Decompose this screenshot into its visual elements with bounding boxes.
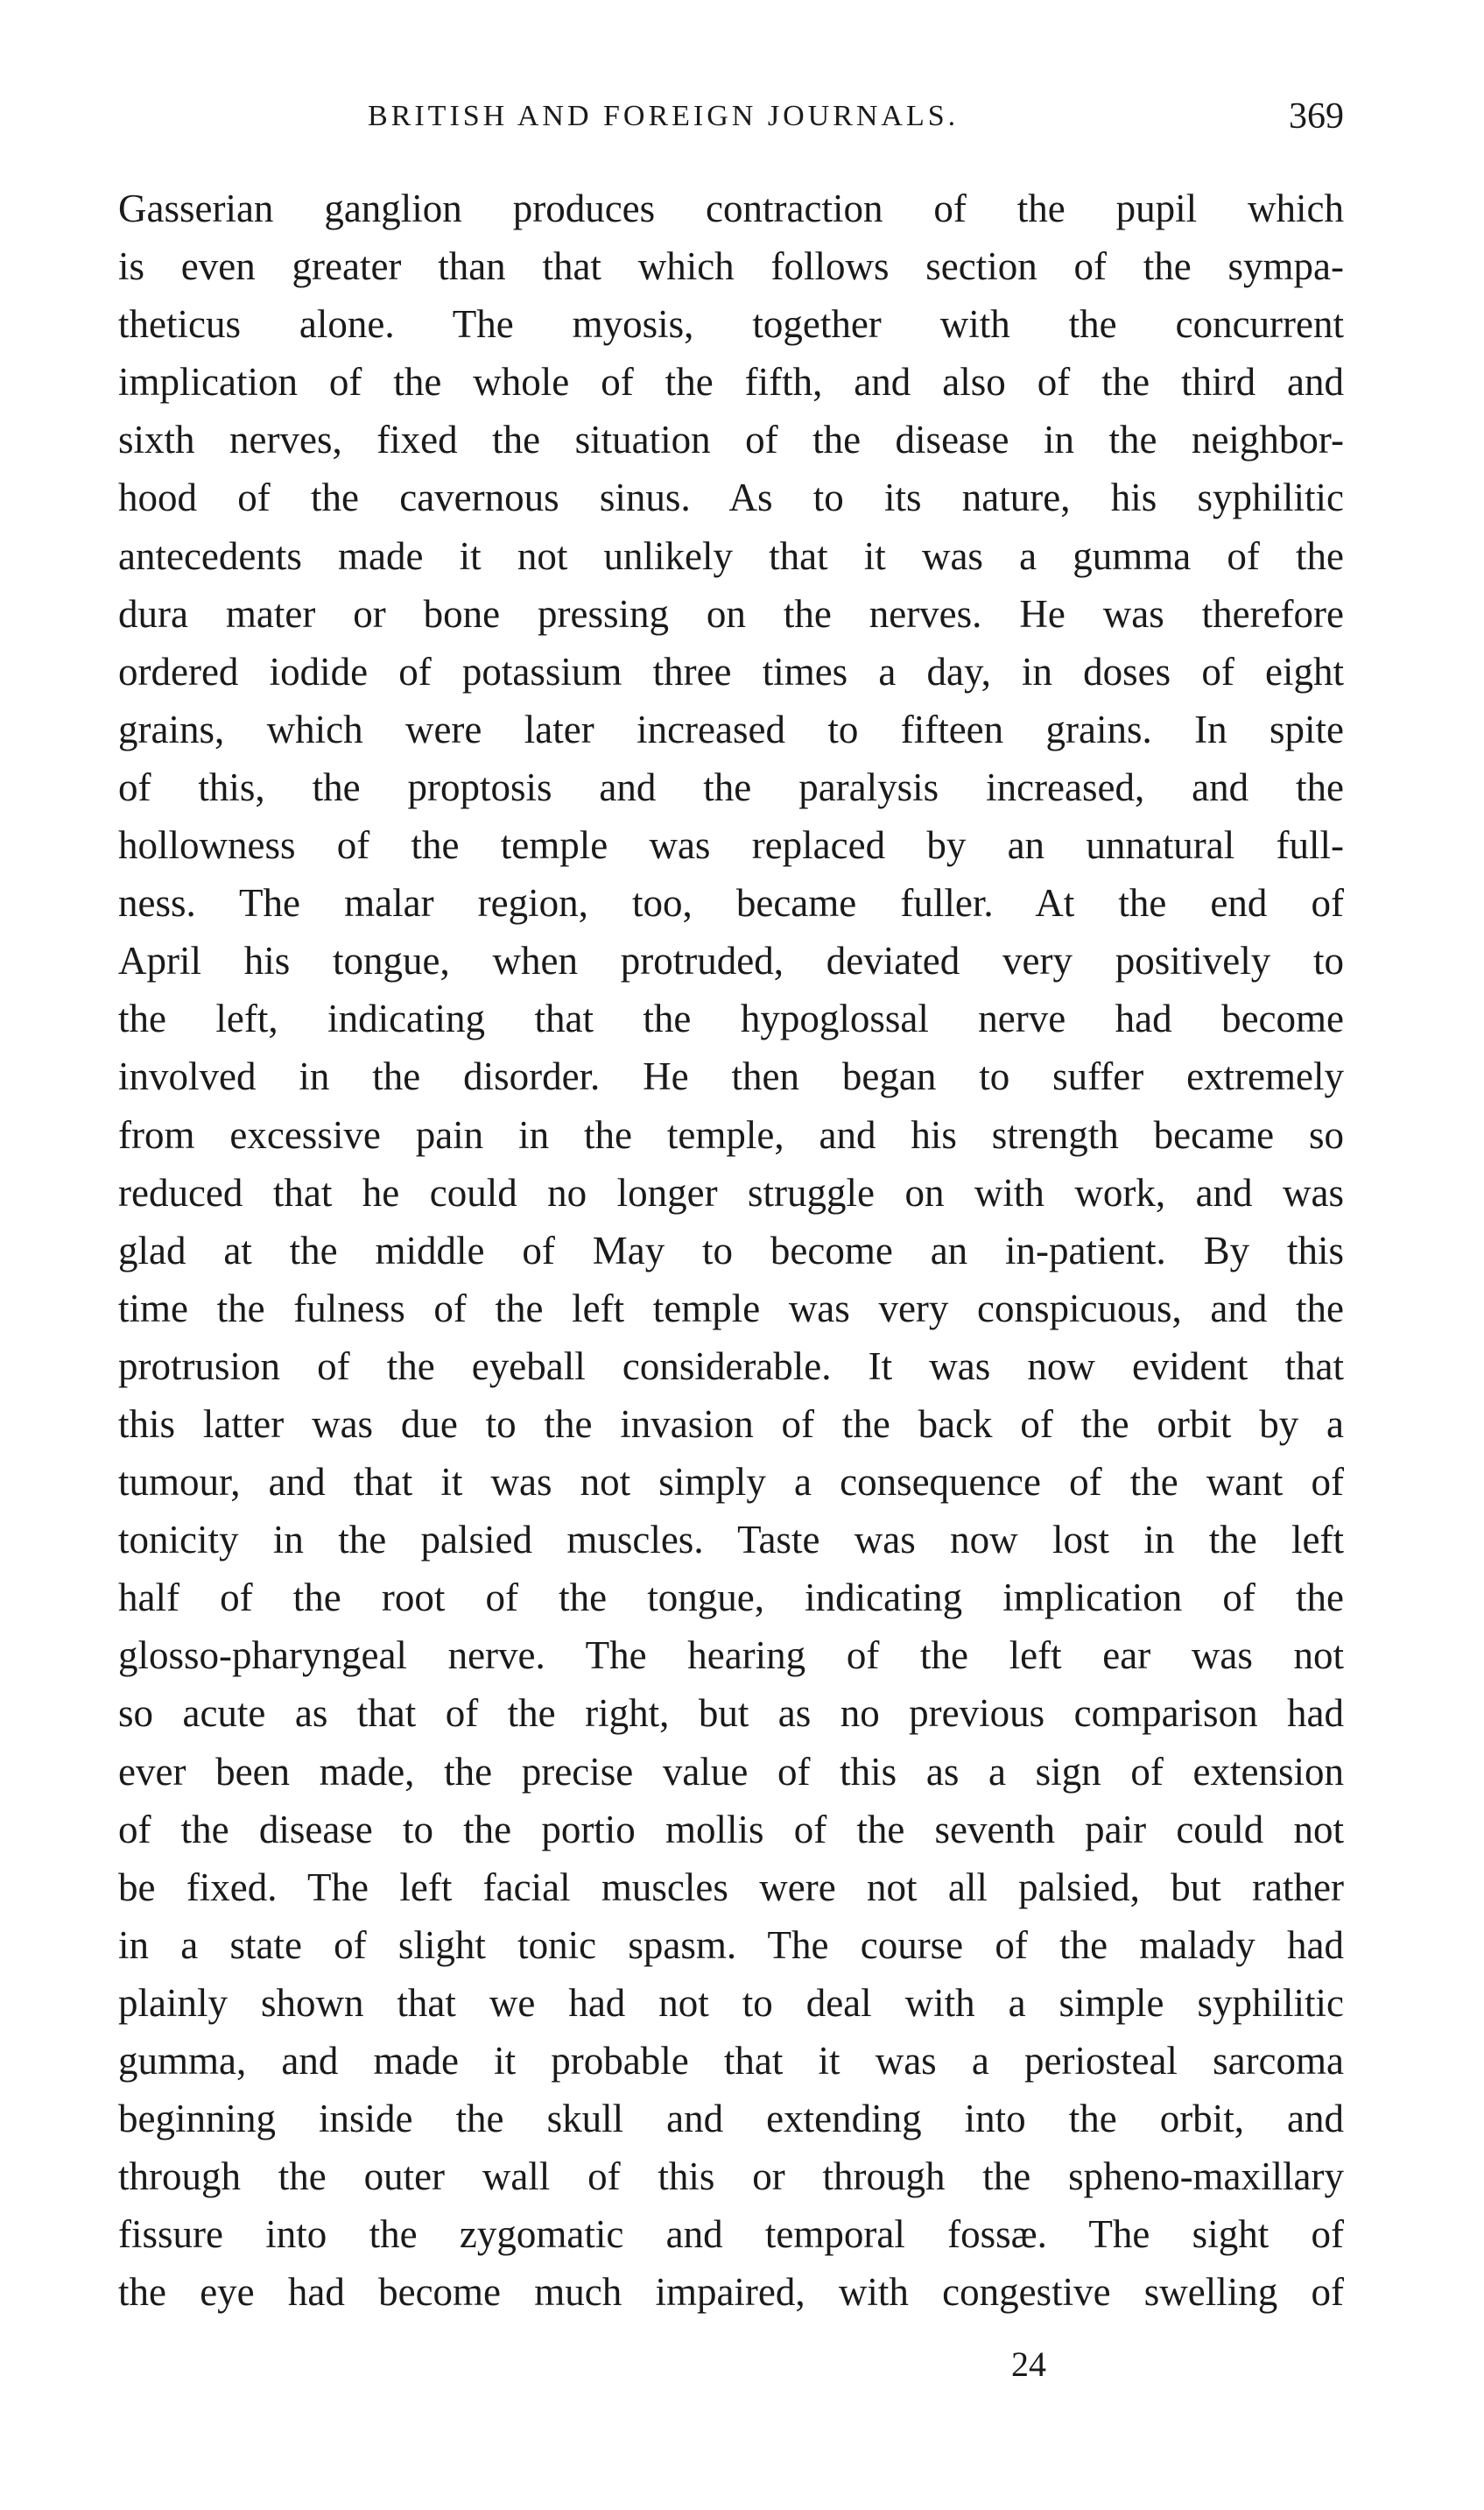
text-line: the eye had become much impaired, with congestive swelling of [118, 2270, 1344, 2315]
text-line: time the fulness of the left temple was very conspicuous, and the [118, 1286, 1344, 1330]
text-line: hood of the cavernous sinus. As to its nature, his syphilitic [118, 476, 1344, 520]
text-line: in a state of slight tonic spasm. The course of the malady had [118, 1922, 1344, 1967]
text-line: theticus alone. The myosis, together with the concurrent [118, 302, 1344, 347]
text-line: so acute as that of the right, but as no previous comparison had [118, 1691, 1344, 1736]
text-line: glosso-pharyngeal nerve. The hearing of the left ear was not [118, 1633, 1344, 1678]
text-line: of the disease to the portio mollis of the seventh pair could not [118, 1807, 1344, 1851]
text-line: April his tongue, when protruded, deviated very positively to [118, 939, 1344, 984]
text-line: tonicity in the palsied muscles. Taste was now lost in the left [118, 1518, 1344, 1562]
text-line: gumma, and made it probable that it was a periosteal sarcoma [118, 2039, 1344, 2083]
text-line: half of the root of the tongue, indicating implication of the [118, 1576, 1344, 1620]
text-line: through the outer wall of this or through the spheno-maxillary [118, 2154, 1344, 2199]
text-line: dura mater or bone pressing on the nerves. He was therefore [118, 591, 1344, 636]
text-line: reduced that he could no longer struggle on with work, and was [118, 1170, 1344, 1215]
text-line: sixth nerves, fixed the situation of the disease in the neighbor- [118, 418, 1344, 462]
text-line: antecedents made it not unlikely that it was a gumma of the [118, 533, 1344, 578]
text-line: ordered iodide of potassium three times a day, in doses of eight [118, 649, 1344, 694]
text-line: hollowness of the temple was replaced by an unnatural full- [118, 823, 1344, 868]
text-line: grains, which were later increased to fifteen grains. In spite [118, 707, 1344, 751]
text-line: Gasserian ganglion produces contraction of the pupil which [118, 187, 1344, 230]
body-text [118, 180, 1344, 2321]
text-line: involved in the disorder. He then began to suffer extremely [118, 1054, 1344, 1099]
text-line: ever been made, the precise value of this as a sign of extension [118, 1749, 1344, 1794]
text-line: fissure into the zygomatic and temporal fossæ. The sight of [118, 2212, 1344, 2257]
text-line: this latter was due to the invasion of the back of the orbit by a [118, 1401, 1344, 1446]
signature-mark: 24 [1011, 2344, 1046, 2384]
text-line: be fixed. The left facial muscles were not all palsied, but rather [118, 1865, 1344, 1909]
text-line: plainly shown that we had not to deal with a simple syphilitic [118, 1980, 1344, 2025]
page-number: 369 [1289, 96, 1344, 137]
text-line: glad at the middle of May to become an in-patient. By this [118, 1228, 1344, 1273]
text-line: of this, the proptosis and the paralysis increased, and the [118, 765, 1344, 809]
running-title: BRITISH AND FOREIGN JOURNALS. [368, 100, 960, 132]
text-line: is even greater than that which follows section of the sympa- [118, 244, 1344, 289]
text-line: beginning inside the skull and extending into the orbit, and [118, 2097, 1344, 2141]
text-line: protrusion of the eyeball considerable. It was now evident that [118, 1343, 1344, 1388]
text-line: from excessive pain in the temple, and his strength became so [118, 1112, 1344, 1157]
text-line: implication of the whole of the fifth, and also of the third and [118, 360, 1344, 405]
text-line: ness. The malar region, too, became fuller. At the end of [118, 881, 1344, 926]
text-line: tumour, and that it was not simply a consequence of the want of [118, 1460, 1344, 1505]
running-head [118, 95, 1344, 138]
text-line: the left, indicating that the hypoglossal nerve had become [118, 997, 1344, 1041]
